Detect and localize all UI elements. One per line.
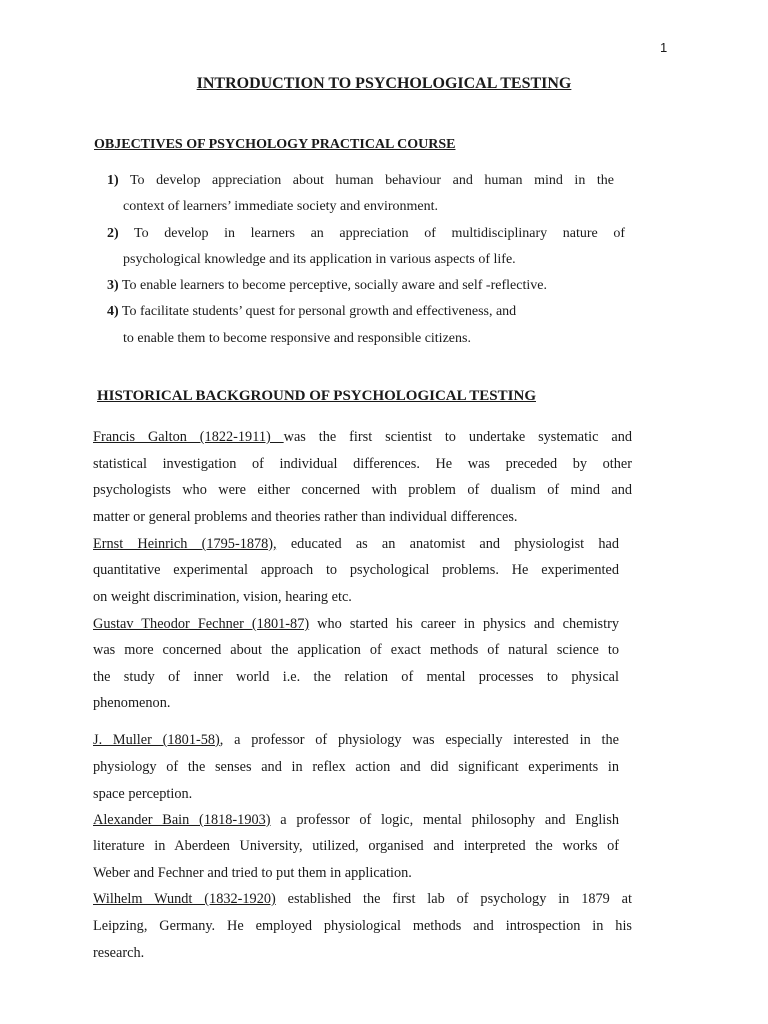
history-heading: HISTORICAL BACKGROUND OF PSYCHOLOGICAL TESTING — [97, 388, 536, 404]
scientist-name: Ernst Heinrich (1795-1878), — [93, 536, 277, 552]
history-line: research. — [93, 945, 145, 961]
history-line: phenomenon. — [93, 695, 171, 711]
objective-line: context of learners’ immediate society and environment. — [123, 199, 439, 214]
objectives-heading: OBJECTIVES OF PSYCHOLOGY PRACTICAL COURSE — [94, 137, 456, 152]
scientist-name: Francis Galton (1822-1911) — [93, 429, 284, 445]
objective-line: to enable them to become responsive and responsible citizens. — [123, 331, 471, 346]
history-line: the study of inner world i.e. the relation of mental processes to physical — [93, 669, 619, 685]
history-line: psychologists who were either concerned with problem of dualism of mind and — [93, 482, 632, 498]
history-line: Weber and Fechner and tried to put them in application. — [93, 865, 412, 881]
history-line: statistical investigation of individual differences. He was preceded by other — [93, 456, 632, 472]
objective-number: 4) — [107, 304, 119, 319]
history-line: matter or general problems and theories rather than individual differences. — [93, 509, 518, 525]
history-line: on weight discrimination, vision, hearing etc. — [93, 589, 352, 605]
history-line: Leipzing, Germany. He employed physiological methods and introspection in his — [93, 918, 632, 934]
history-line — [93, 615, 619, 633]
objective-text: To develop appreciation about human behaviour and human mind in the — [129, 173, 614, 188]
history-line — [93, 811, 619, 829]
history-line: literature in Aberdeen University, utilized, organised and interpreted the works of — [93, 838, 619, 854]
objective-line — [107, 225, 625, 243]
scientist-name: Gustav Theodor Fechner (1801-87) — [93, 616, 310, 632]
objective-line — [107, 172, 614, 190]
objective-number: 3) — [107, 278, 119, 293]
scientist-name: J. Muller (1801-58) — [93, 732, 220, 748]
history-text: , a professor of physiology was especially interested in the — [219, 732, 619, 748]
objective-line — [107, 277, 547, 295]
scientist-name: Alexander Bain (1818-1903) — [93, 812, 271, 828]
history-line: space perception. — [93, 786, 193, 802]
history-text: a professor of logic, mental philosophy and English — [270, 812, 619, 828]
history-line: was more concerned about the application of exact methods of natural science to — [93, 642, 619, 658]
objective-number: 1) — [107, 173, 119, 188]
history-text: who started his career in physics and chemistry — [309, 616, 619, 632]
history-line — [93, 731, 619, 749]
objective-number: 2) — [107, 226, 119, 241]
objective-text: To develop in learners an appreciation of multidisciplinary nature of — [134, 226, 626, 241]
history-text: was the first scientist to undertake systematic and — [283, 429, 632, 445]
history-line — [93, 428, 632, 446]
history-line: quantitative experimental approach to psychological problems. He experimented — [93, 562, 619, 578]
history-line: physiology of the senses and in reflex action and did significant experiments in — [93, 759, 619, 775]
objective-line: psychological knowledge and its application in various aspects of life. — [123, 252, 516, 267]
history-line — [93, 535, 619, 553]
objective-line — [107, 303, 516, 321]
objective-text: To facilitate students’ quest for personal growth and effectiveness, and — [121, 304, 517, 319]
history-text: established the first lab of psychology in 1879 at — [275, 891, 632, 907]
page-number: 1 — [660, 40, 668, 55]
history-text: educated as an anatomist and physiologist had — [276, 536, 619, 552]
objective-text: To enable learners to become perceptive, socially aware and self -reflective. — [121, 278, 547, 293]
page-title: INTRODUCTION TO PSYCHOLOGICAL TESTING — [196, 75, 572, 92]
scientist-name: Wilhelm Wundt (1832-1920) — [93, 891, 276, 907]
history-line — [93, 890, 632, 908]
